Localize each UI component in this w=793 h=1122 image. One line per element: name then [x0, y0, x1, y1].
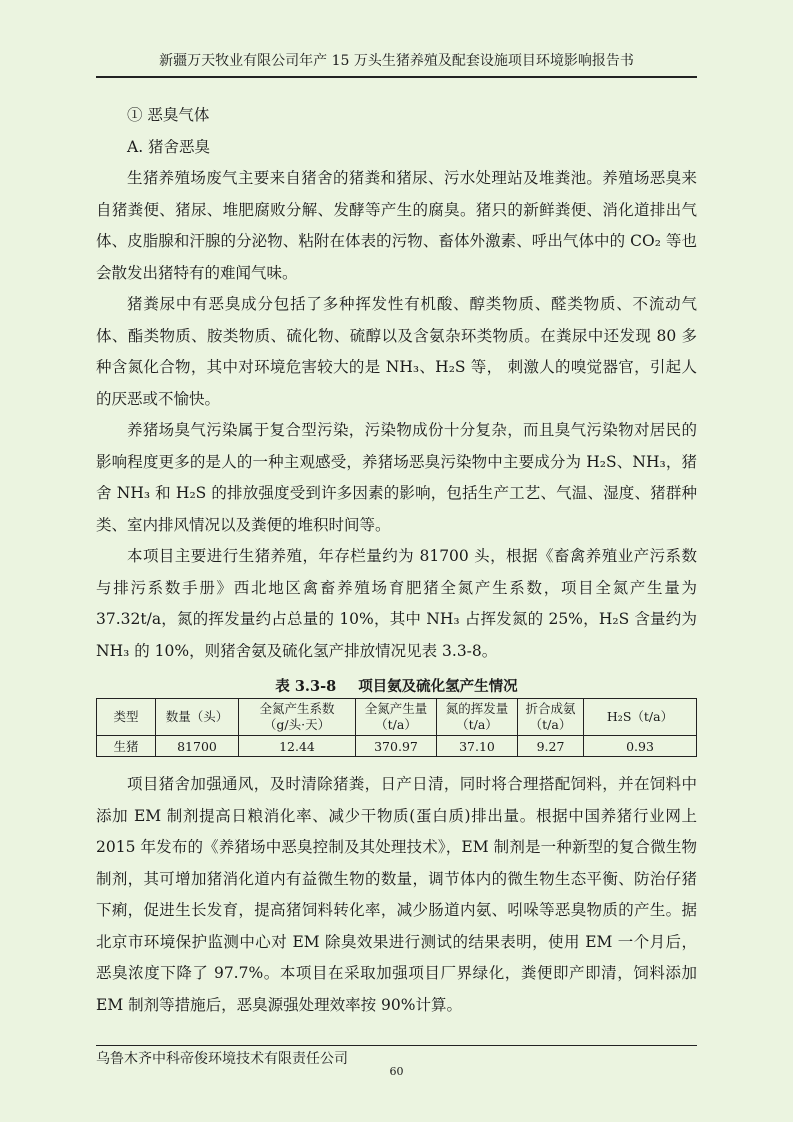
paragraph-1: 生猪养殖场废气主要来自猪舍的猪粪和猪尿、污水处理站及堆粪池。养殖场恶臭来自猪粪便、猪尿、堆肥腐败分解、发酵等产生的腐臭。猪只的新鲜粪便、消化道排出气体、皮脂腺和汗腺的分泌物、粘附在体表的污物、畜体外激素、呼出气体中的 CO₂ 等也会散发出猪特有的难闻气味。	[96, 169, 697, 282]
table-number: 表 3.3-8	[275, 678, 337, 695]
paragraph-3: 养猪场臭气污染属于复合型污染，污染物成份十分复杂，而且臭气污染物对居民的影响程度更多的是人的一种主观感受，养猪场恶臭污染物中主要成分为 H₂S、NH₃，猪舍 NH₃ 和 H₂S 的排放强度受到许多因素的影响，包括生产工艺、气温、湿度、猪群种类、室内排风情况以及粪便的堆积时间等。	[96, 421, 697, 534]
paragraph-2: 猪粪尿中有恶臭成分包括了多种挥发性有机酸、醇类物质、醛类物质、不流动气体、酯类物质、胺类物质、硫化物、硫醇以及含氨杂环类物质。在粪尿中还发现 80 多种含氮化合物，其中对环境危害较大的是 NH₃、H₂S 等， 刺激人的嗅觉器官，引起人的厌恶或不愉快。	[96, 295, 697, 408]
table-cell: 81700	[156, 736, 239, 757]
table-cell: 生猪	[97, 736, 156, 757]
table-title: 项目氨及硫化氢产生情况	[358, 678, 518, 695]
table-caption	[96, 675, 697, 696]
table-header-cell: 全氮产生系数 （g/头·天）	[239, 699, 356, 736]
page-header-title: 新疆万天牧业有限公司年产 15 万头生猪养殖及配套设施项目环境影响报告书	[159, 53, 634, 69]
footer-divider	[96, 1045, 697, 1046]
table-header-cell: 全氮产生量 （t/a）	[356, 699, 437, 736]
paragraph-5: 项目猪舍加强通风，及时清除猪粪，日产日清，同时将合理搭配饲料，并在饲料中添加 EM 制剂提高日粮消化率、减少干物质(蛋白质)排出量。根据中国养猪行业网上 2015 年发布的《养猪场中恶臭控制及其处理技术》，EM 制剂是一种新型的复合微生物制剂，其可增加猪消化道内有益微生物的数量，调节体内的微生物生态平衡、防治仔猪下痢，促进生长发育，提高猪饲料转化率，减少肠道内氨、吲哚等恶臭物质的产生。据北京市环境保护监测中心对 EM 除臭效果进行测试的结果表明，使用 EM 一个月后，恶臭浓度下降了 97.7%。本项目在采取加强项目厂界绿化，粪便即产即清，饲料添加 EM 制剂等措施后，恶臭源强处理效率按 90%计算。	[96, 775, 697, 1014]
table-cell: 0.93	[584, 736, 697, 757]
table-header-cell: 数量（头）	[156, 699, 239, 736]
table-cell: 9.27	[517, 736, 583, 757]
table-header-cell: H₂S（t/a）	[584, 699, 697, 736]
table-header-row	[97, 699, 697, 736]
footer-company: 乌鲁木齐中科帝俊环境技术有限责任公司	[96, 1051, 348, 1067]
table-cell: 37.10	[436, 736, 517, 757]
table-header-cell: 类型	[97, 699, 156, 736]
paragraph-4: 本项目主要进行生猪养殖，年存栏量约为 81700 头，根据《畜禽养殖业产污系数与排污系数手册》西北地区禽畜养殖场育肥猪全氮产生系数，项目全氮产生量为 37.32t/a，氮的挥发量约占总量的 10%，其中 NH₃ 占挥发氮的 25%，H₂S 含量约为 NH₃ 的 10%，则猪舍氨及硫化氢产排放情况见表 3.3-8。	[96, 547, 697, 660]
table-cell: 12.44	[239, 736, 356, 757]
subsection-heading: A. 猪舍恶臭	[127, 137, 211, 156]
main-content	[96, 100, 697, 1021]
header-divider	[96, 76, 697, 78]
ammonia-h2s-table	[96, 698, 697, 757]
table-header-cell: 折合成氨 （t/a）	[517, 699, 583, 736]
section-heading: ① 恶臭气体	[127, 106, 210, 124]
table-row	[97, 736, 697, 757]
table-cell: 370.97	[356, 736, 437, 757]
table-header-cell: 氮的挥发量 （t/a）	[436, 699, 517, 736]
page-number: 60	[389, 1065, 404, 1078]
